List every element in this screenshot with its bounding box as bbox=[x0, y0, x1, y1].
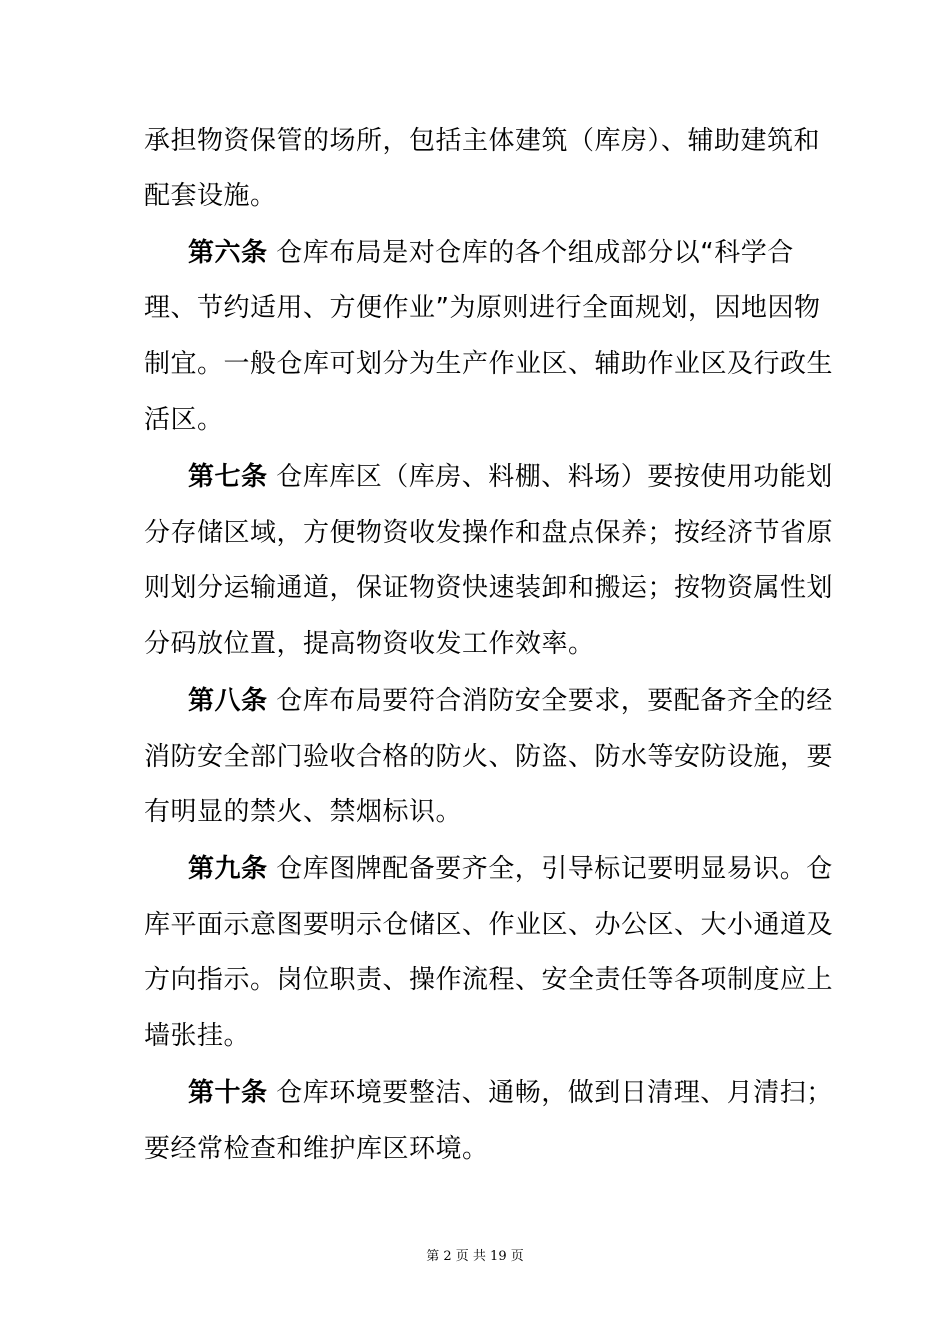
article-text: 仓库布局要符合消防安全要求，要配备齐全的经 bbox=[267, 686, 833, 716]
paragraph-line: 有明显的禁火、禁烟标识。 bbox=[144, 797, 463, 827]
paragraph-line: 分码放位置，提高物资收发工作效率。 bbox=[144, 629, 595, 659]
paragraph-line: 方向指示。岗位职责、操作流程、安全责任等各项制度应上 bbox=[144, 965, 834, 995]
article-text: 仓库布局是对仓库的各个组成部分以“科学合 bbox=[267, 238, 794, 268]
paragraph-line: 墙张挂。 bbox=[144, 1021, 251, 1051]
article-label: 第十条 bbox=[188, 1078, 268, 1108]
paragraph-line: 制宜。一般仓库可划分为生产作业区、辅助作业区及行政生 bbox=[144, 349, 834, 379]
article-text: 仓库图牌配备要齐全，引导标记要明显易识。仓 bbox=[267, 854, 833, 884]
paragraph-line: 要经常检查和维护库区环境。 bbox=[144, 1134, 489, 1164]
paragraph-line: 理、节约适用、方便作业”为原则进行全面规划，因地因物 bbox=[144, 293, 821, 323]
article-label: 第八条 bbox=[188, 686, 268, 716]
article-label: 第七条 bbox=[188, 462, 268, 492]
article-label: 第九条 bbox=[188, 854, 268, 884]
paragraph-line: 库平面示意图要明示仓储区、作业区、办公区、大小通道及 bbox=[144, 910, 834, 940]
paragraph-line: 活区。 bbox=[144, 405, 224, 435]
article-text: 仓库库区（库房、料棚、料场）要按使用功能划 bbox=[267, 462, 833, 492]
page-number-footer: 第 2 页 共 19 页 bbox=[426, 1249, 524, 1264]
paragraph-line: 配套设施。 bbox=[144, 181, 277, 211]
paragraph-line: 消防安全部门验收合格的防火、防盗、防水等安防设施，要 bbox=[144, 742, 834, 772]
article-label: 第六条 bbox=[188, 238, 268, 268]
paragraph-line: 分存储区域，方便物资收发操作和盘点保养；按经济节省原 bbox=[144, 518, 834, 548]
article-8-first-line bbox=[188, 681, 833, 721]
article-10-first-line bbox=[188, 1073, 833, 1113]
paragraph-line: 承担物资保管的场所，包括主体建筑（库房）、辅助建筑和 bbox=[144, 126, 821, 156]
article-7-first-line bbox=[188, 457, 833, 497]
article-9-first-line bbox=[188, 849, 833, 889]
article-text: 仓库环境要整洁、通畅，做到日清理、月清扫； bbox=[267, 1078, 833, 1108]
article-6-first-line bbox=[188, 233, 794, 273]
paragraph-line: 则划分运输通道，保证物资快速装卸和搬运；按物资属性划 bbox=[144, 573, 834, 603]
